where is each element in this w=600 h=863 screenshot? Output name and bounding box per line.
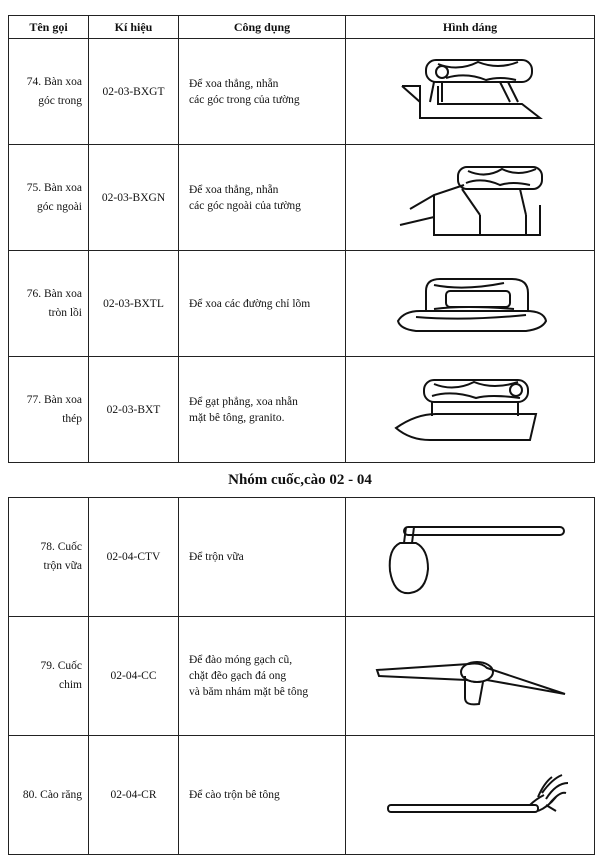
tool-use: Để xoa các đường chỉ lõm — [179, 251, 346, 357]
tool-code: 02-03-BXT — [89, 357, 179, 463]
tool-code: 02-03-BXGN — [89, 145, 179, 251]
rake-icon — [370, 755, 570, 835]
tool-code: 02-03-BXGT — [89, 39, 179, 145]
table-row — [9, 251, 595, 357]
table-header-row — [9, 16, 595, 39]
tool-use: Để cào trộn bê tông — [179, 736, 346, 855]
outside-corner-trowel-icon — [390, 155, 550, 241]
table-row — [9, 617, 595, 736]
tool-use: Để gạt phẳng, xoa nhẵn mặt bê tông, granito. — [179, 357, 346, 463]
tool-code: 02-04-CR — [89, 736, 179, 855]
tool-name: 74. Bàn xoa góc trong — [9, 39, 89, 145]
table-row — [9, 39, 595, 145]
table-row — [9, 736, 595, 855]
header-name: Tên gọi — [9, 16, 89, 39]
tool-name: 77. Bàn xoa thép — [9, 357, 89, 463]
header-use: Công dụng — [179, 16, 346, 39]
tool-use: Để xoa thẳng, nhẵn các góc ngoài của tường — [179, 145, 346, 251]
tool-code: 02-04-CTV — [89, 498, 179, 617]
group-heading: Nhóm cuốc,cào 02 - 04 — [228, 472, 372, 488]
tool-name: 78. Cuốc trộn vữa — [9, 498, 89, 617]
tool-name: 79. Cuốc chim — [9, 617, 89, 736]
tool-code: 02-03-BXTL — [89, 251, 179, 357]
tool-name: 76. Bàn xoa tròn lồi — [9, 251, 89, 357]
header-shape: Hình dáng — [346, 16, 595, 39]
round-convex-trowel-icon — [390, 269, 550, 339]
steel-trowel-icon — [390, 370, 550, 450]
mortar-hoe-icon — [370, 507, 570, 607]
tool-name: 80. Cào răng — [9, 736, 89, 855]
table-row — [9, 357, 595, 463]
inside-corner-trowel-icon — [390, 52, 550, 132]
table-row — [9, 145, 595, 251]
tool-name: 75. Bàn xoa góc ngoài — [9, 145, 89, 251]
tool-use: Để trộn vữa — [179, 498, 346, 617]
tool-code: 02-04-CC — [89, 617, 179, 736]
tools-table-trowels — [8, 15, 595, 463]
header-code: Kí hiệu — [89, 16, 179, 39]
tools-table-hoes — [8, 497, 595, 855]
tool-use: Để xoa thẳng, nhẵn các góc trong của tường — [179, 39, 346, 145]
tool-use: Để đào móng gạch cũ, chặt đẽo gạch đá ong và băm nhám mặt bê tông — [179, 617, 346, 736]
pickaxe-icon — [365, 636, 575, 716]
table-row — [9, 498, 595, 617]
